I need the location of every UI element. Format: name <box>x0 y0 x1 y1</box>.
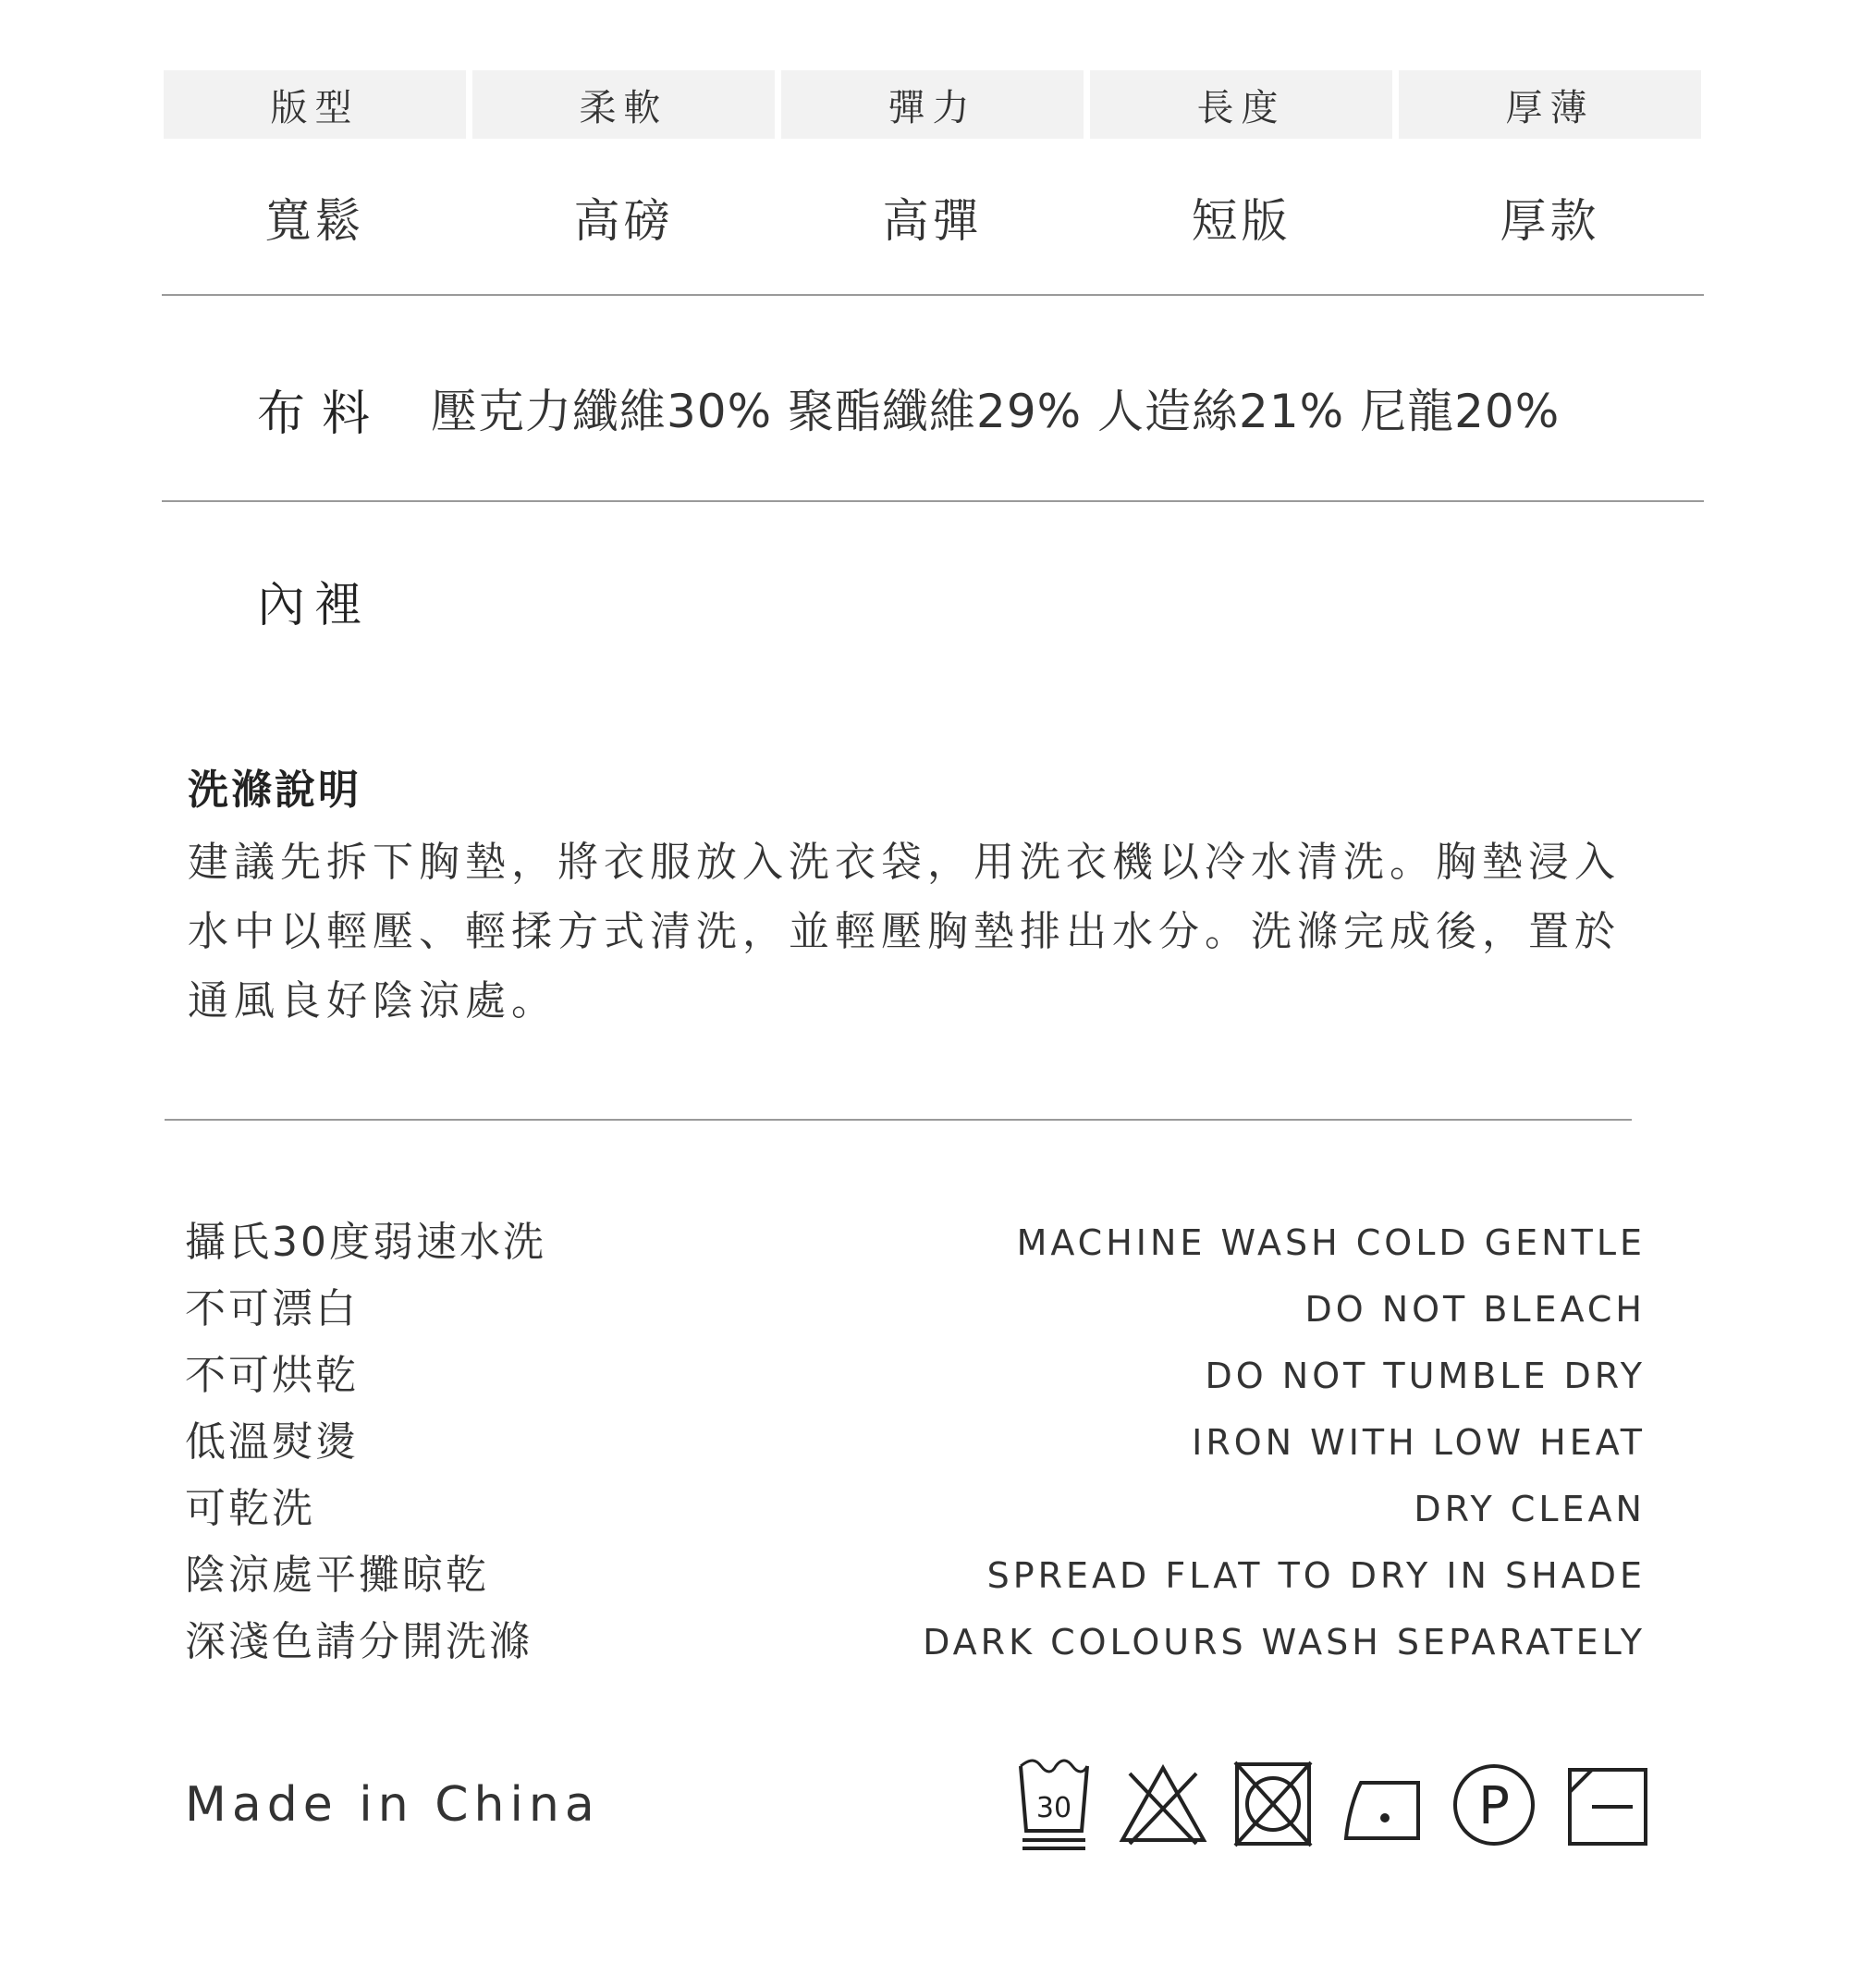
care-item-zh: 不可漂白 <box>185 1285 359 1332</box>
attribute-value-softness: 高磅 <box>573 194 674 248</box>
fabric-composition: 壓克力纖維30% 聚酯纖維29% 人造絲21% 尼龍20% <box>431 385 1561 438</box>
no-tumble-dry-icon <box>1231 1757 1315 1854</box>
care-item-zh: 不可烘乾 <box>185 1352 359 1399</box>
care-item-zh: 攝氏30度弱速水洗 <box>185 1219 546 1266</box>
care-item-en: DRY CLEAN <box>1414 1489 1646 1529</box>
dry-clean-p-icon <box>1450 1757 1538 1854</box>
care-item-zh: 陰涼處平攤晾乾 <box>185 1552 489 1599</box>
care-item-zh: 可乾洗 <box>185 1485 315 1532</box>
attribute-header-softness: 柔軟 <box>472 70 775 139</box>
attribute-value-elasticity: 高彈 <box>882 194 983 248</box>
attribute-header-fit: 版型 <box>164 70 466 139</box>
care-list-chinese <box>185 1209 546 1675</box>
attribute-header-length: 長度 <box>1090 70 1392 139</box>
attribute-header-thickness: 厚薄 <box>1399 70 1701 139</box>
fabric-label: 布料 <box>257 387 387 442</box>
wash-instructions-title: 洗滌說明 <box>188 767 361 814</box>
care-item-en: IRON WITH LOW HEAT <box>1192 1422 1646 1463</box>
attribute-values-row <box>164 176 1701 259</box>
care-item-en: MACHINE WASH COLD GENTLE <box>1016 1222 1646 1263</box>
dry-clean-letter: P <box>1478 1776 1510 1836</box>
wash-temperature: 30 <box>1035 1792 1072 1824</box>
attribute-value-thickness: 厚款 <box>1500 194 1600 248</box>
dry-flat-shade-icon <box>1564 1757 1651 1854</box>
wash-30-gentle-icon <box>1017 1757 1091 1854</box>
wash-instructions-text: 建議先拆下胸墊，將衣服放入洗衣袋，用洗衣機以冷水清洗。胸墊浸入水中以輕壓、輕揉方式清洗，並輕壓胸墊排出水分。洗滌完成後，置於通風良好陰涼處。 <box>188 839 1621 1025</box>
attribute-value-length: 短版 <box>1191 194 1292 248</box>
care-item-en: SPREAD FLAT TO DRY IN SHADE <box>986 1555 1646 1596</box>
lining-label: 內裡 <box>257 578 373 633</box>
divider-wash <box>165 1119 1632 1121</box>
care-item-en: DARK COLOURS WASH SEPARATELY <box>923 1622 1646 1663</box>
care-item-en: DO NOT TUMBLE DRY <box>1205 1356 1646 1396</box>
divider-fabric <box>162 500 1704 502</box>
attribute-header-row <box>164 70 1701 139</box>
care-symbols-row <box>1017 1757 1655 1854</box>
care-list-english <box>923 1209 1646 1675</box>
made-in-label: Made in China <box>185 1777 600 1833</box>
care-item-en: DO NOT BLEACH <box>1304 1289 1646 1330</box>
no-bleach-icon <box>1117 1757 1209 1854</box>
iron-low-icon <box>1341 1757 1426 1854</box>
attribute-header-elasticity: 彈力 <box>781 70 1084 139</box>
divider-attributes <box>162 294 1704 296</box>
attribute-value-fit: 寬鬆 <box>264 194 365 248</box>
care-item-zh: 低溫熨燙 <box>185 1418 359 1466</box>
care-item-zh: 深淺色請分開洗滌 <box>185 1618 533 1665</box>
